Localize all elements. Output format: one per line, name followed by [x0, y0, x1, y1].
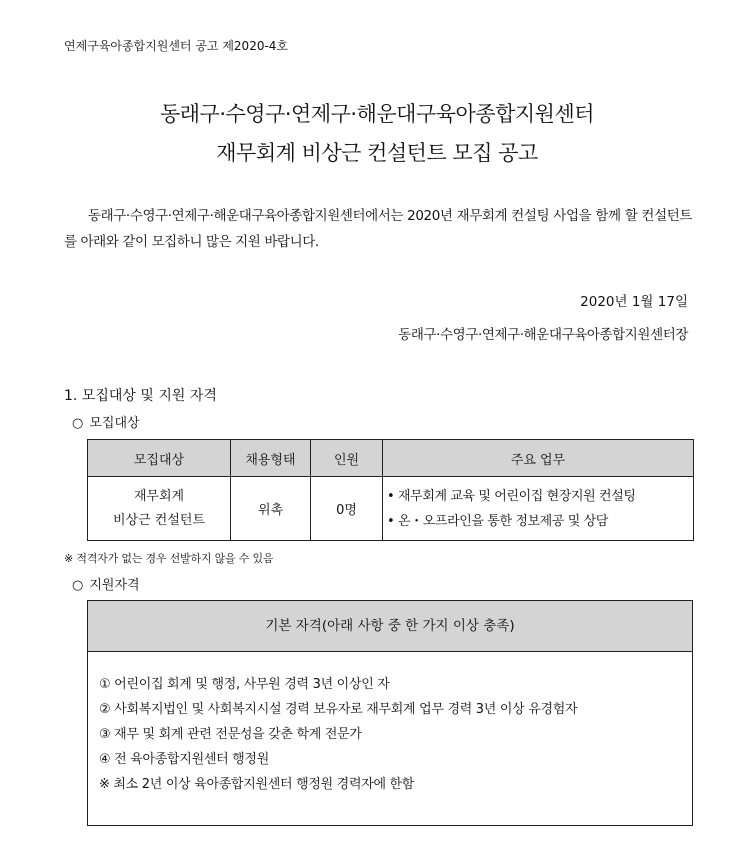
header-target: 모집대상: [88, 440, 231, 477]
qualification-header: 기본 자격(아래 사항 중 한 가지 이상 충족): [88, 601, 692, 652]
list-item: ④ 전 육아종합지원센터 행정원: [99, 752, 269, 767]
subheading-label: 지원자격: [89, 578, 140, 593]
subheading-recruit-target: [72, 412, 140, 431]
header-count: 인원: [311, 440, 383, 477]
title-line-1: 동래구·수영구·연제구·해운대구육아종합지원센터: [159, 102, 595, 126]
list-item: ③ 재무 및 회계 관련 전문성을 갖춘 학계 전문가: [99, 727, 362, 742]
duty-item: • 재무회계 교육 및 어린이집 현장지원 컨설팅: [387, 488, 636, 504]
list-item: ② 사회복지법인 및 사회복지시설 경력 보유자로 재무회계 업무 경력 3년 이상 유경험자: [99, 702, 578, 717]
section-heading: 1. 모집대상 및 지원 자격: [64, 388, 217, 404]
list-item: ※ 최소 2년 이상 육아종합지원센터 행정원 경력자에 한함: [99, 777, 415, 792]
selection-note: ※ 적격자가 없는 경우 선발하지 않을 수 있음: [64, 552, 274, 565]
header-employment-type: 채용형태: [231, 440, 311, 477]
cell-count: 0명: [311, 477, 383, 541]
table-row: [88, 477, 694, 541]
subheading-label: 모집대상: [89, 416, 140, 431]
header-duties: 주요 업무: [383, 440, 694, 477]
qualification-list: [88, 652, 692, 797]
circle-marker: ○: [72, 416, 84, 431]
target-line-1: 재무회계: [133, 488, 185, 504]
announcement-date: 2020년 1월 17일: [580, 294, 688, 310]
subheading-qualification: [72, 574, 140, 593]
table-header-row: [88, 440, 694, 477]
qualification-box: [87, 600, 693, 826]
list-item: ① 어린이집 회계 및 행정, 사무원 경력 3년 이상인 자: [99, 677, 390, 692]
target-line-2: 비상근 컨설턴트: [112, 512, 206, 528]
document-number: 연제구육아종합지원센터 공고 제2020-4호: [64, 39, 289, 53]
signer: 동래구·수영구·연제구·해운대구육아종합지원센터장: [398, 327, 688, 343]
cell-target: [88, 477, 231, 541]
cell-employment-type: 위촉: [231, 477, 311, 541]
intro-paragraph: 동래구·수영구·연제구·해운대구육아종합지원센터에서는 2020년 재무회계 컨설팅 사업을 함께 할 컨설턴트를 아래와 같이 모집하니 많은 지원 바랍니다.: [64, 208, 692, 250]
recruit-table: [87, 439, 694, 541]
title-line-2: 재무회계 비상근 컨설턴트 모집 공고: [216, 141, 538, 165]
circle-marker: ○: [72, 578, 84, 593]
cell-duties: [383, 477, 694, 541]
duty-item: • 온・오프라인을 통한 정보제공 및 상담: [387, 513, 608, 529]
